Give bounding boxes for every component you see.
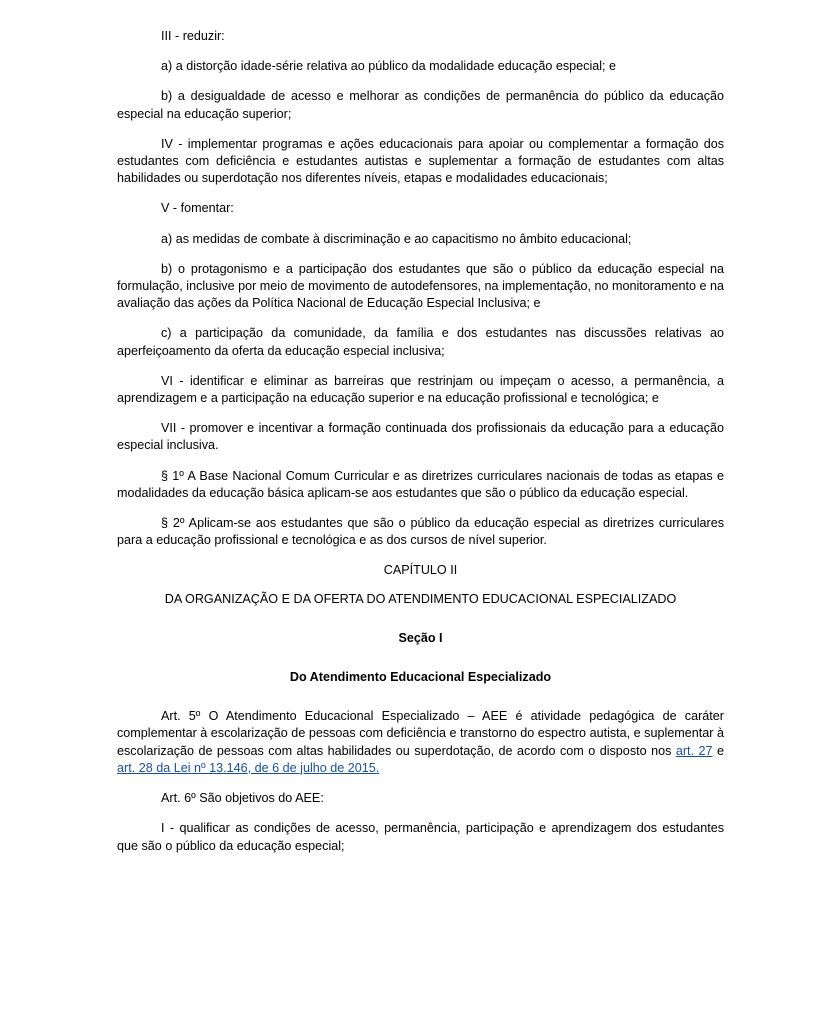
paragraph-item-vii: VII - promover e incentivar a formação continuada dos profissionais da educação para a educação especial inclusiva. (117, 421, 724, 453)
section-block (117, 630, 724, 686)
article-6: Art. 6º São objetivos do AEE: (161, 791, 324, 806)
chapter-block (117, 562, 724, 607)
link-art-27[interactable]: art. 27 (675, 743, 713, 758)
article-5-conjunction: e (712, 743, 724, 758)
paragraph-item-v: V - fomentar: (161, 201, 234, 216)
paragraph-item-vi: VI - identificar e eliminar as barreiras que restrinjam ou impeçam o acesso, a permanência, a aprendizagem e a participação na educação superior e na educação profissional e tecnológica; e (117, 373, 724, 406)
paragraph-item-iii-a: a) a distorção idade-série relativa ao público da modalidade educação especial; e (161, 59, 617, 74)
paragraph-1: § 1º A Base Nacional Comum Curricular e as diretrizes curriculares nacionais de todas as etapas e modalidades da educação básica aplicam-se aos estudantes que são o público da educação especial. (117, 468, 724, 500)
article-6-item-i: I - qualificar as condições de acesso, permanência, participação e aprendizagem dos estudantes que são o público da educação especial; (117, 821, 724, 853)
link-art-28-lei-13146[interactable]: art. 28 da Lei nº 13.146, de 6 de julho de 2015. (117, 760, 380, 775)
paragraph-item-v-c: c) a participação da comunidade, da família e dos estudantes nas discussões relativas ao aperfeiçoamento da oferta da educação especial inclusiva; (117, 326, 724, 358)
paragraph-item-v-a: a) as medidas de combate à discriminação e ao capacitismo no âmbito educacional; (161, 231, 632, 246)
paragraph-item-iii-b: b) a desigualdade de acesso e melhorar as condições de permanência do público da educação especial na educação superior; (117, 89, 724, 121)
paragraph-item-iv: IV - implementar programas e ações educacionais para apoiar ou complementar a formação dos estudantes com deficiência e estudantes autistas e suplementar a formação de estudantes com altas habilidades ou superdotação nos diferentes níveis, etapas e modalidades educacionais; (117, 136, 724, 186)
article-5 (117, 708, 724, 777)
section-number: Seção I (398, 630, 443, 645)
article-5-text: Art. 5º O Atendimento Educacional Especializado – AEE é atividade pedagógica de caráter complementar à escolarização de pessoas com deficiência e transtorno do espectro autista, e suplementar à escolarização de pessoas com altas habilidades ou superdotação, de acordo com o disposto nos (117, 709, 724, 758)
section-title: Do Atendimento Educacional Especializado (289, 670, 552, 685)
paragraph-2: § 2º Aplicam-se aos estudantes que são o público da educação especial as diretrizes curriculares para a educação profissional e tecnológica e as dos cursos de nível superior. (117, 516, 724, 548)
paragraph-item-iii: III - reduzir: (161, 29, 225, 43)
chapter-title: DA ORGANIZAÇÃO E DA OFERTA DO ATENDIMENTO EDUCACIONAL ESPECIALIZADO (164, 591, 677, 606)
paragraph-item-v-b: b) o protagonismo e a participação dos estudantes que são o público da educação especial na formulação, inclusive por meio de movimento de autodefensores, na implementação, no monitoramento e na avaliação das ações da Política Nacional de Educação Especial Inclusiva; e (117, 261, 724, 311)
chapter-number: CAPÍTULO II (383, 563, 458, 578)
